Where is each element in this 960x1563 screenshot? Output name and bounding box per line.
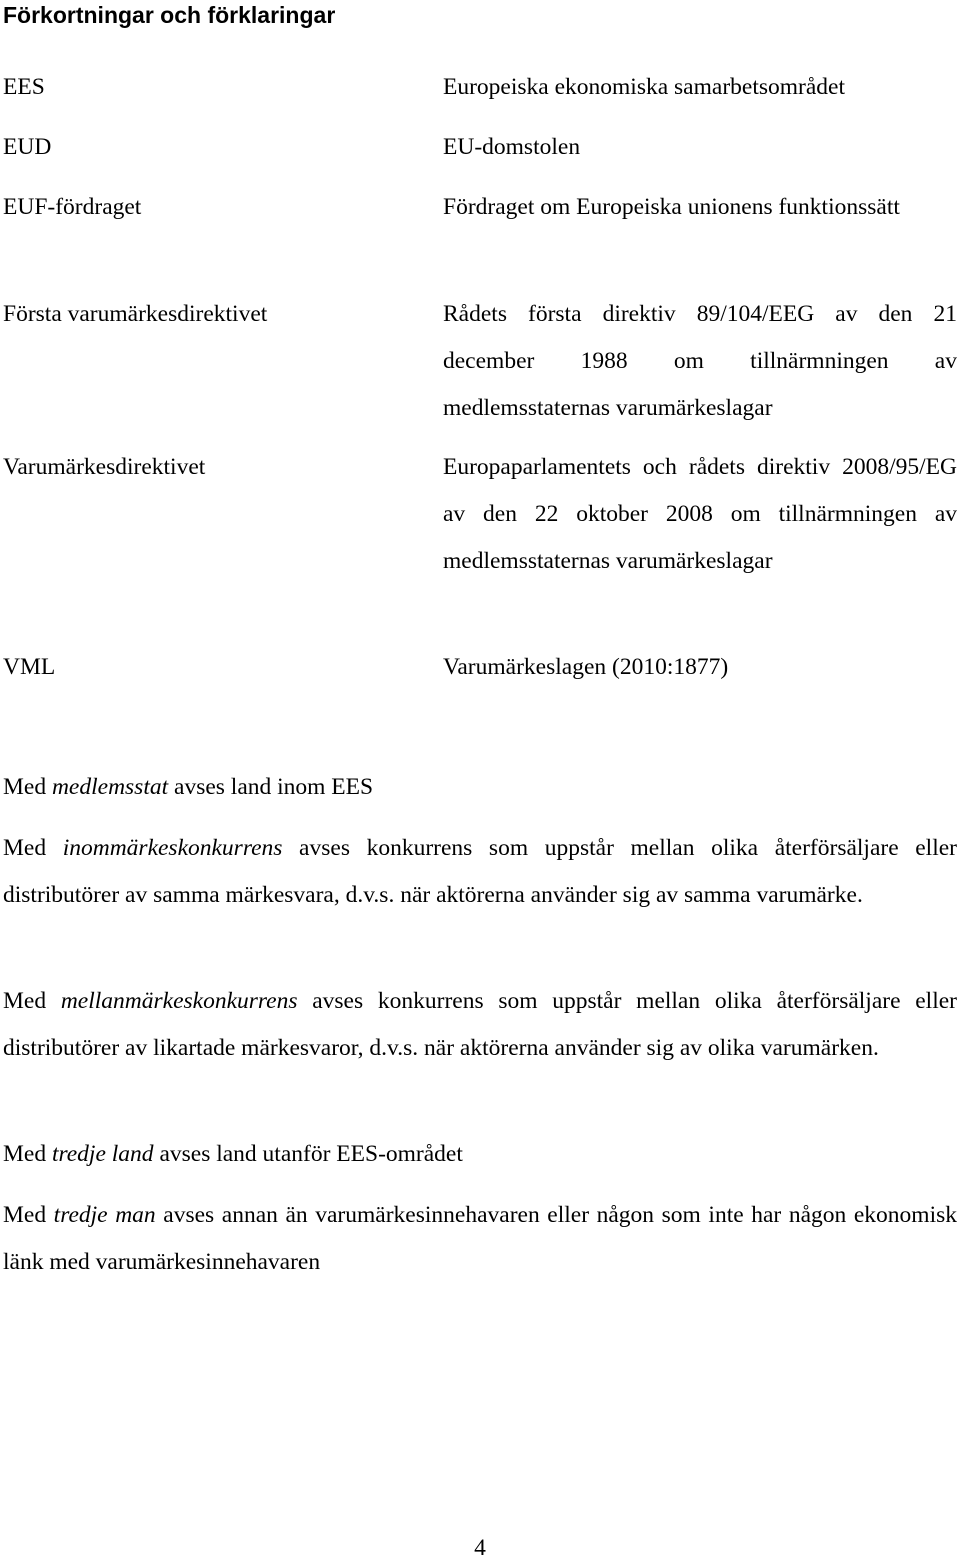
definition-paragraph (3, 1192, 957, 1286)
abbreviation-definition: Europaparlamentets och rådets direktiv 2008/95/EG av den 22 oktober 2008 om tillnärmningen av medlemsstaternas varumärkeslagar (443, 454, 957, 574)
definition-term: medlemsstat (51, 774, 169, 800)
definition-term: inommärkeskonkurrens (62, 835, 283, 861)
definition-term: mellanmärkeskonkurrens (60, 988, 298, 1014)
abbreviation-term: EES (3, 74, 45, 100)
section-heading: Förkortningar och förklaringar (3, 2, 336, 28)
abbreviation-definition: EU-domstolen (443, 134, 581, 160)
definition-prefix: Med (3, 774, 52, 800)
definition-paragraph (3, 825, 957, 919)
abbreviation-definition: Europeiska ekonomiska samarbetsområdet (443, 74, 845, 100)
definition-prefix: Med (3, 1141, 52, 1167)
definition-paragraph (3, 1131, 957, 1178)
definition-text: avses konkurrens som uppstår mellan olika återförsäljare eller distributörer av likartade märkesvaror, d.v.s. när aktörerna använder sig av olika varumärken. (3, 988, 957, 1061)
definition-prefix: Med (3, 835, 63, 861)
abbreviation-term: EUD (3, 134, 52, 160)
definition-paragraph (3, 978, 957, 1072)
abbreviation-definition: Fördraget om Europeiska unionens funktionssätt (443, 194, 900, 220)
abbreviation-term: VML (3, 654, 56, 680)
definition-prefix: Med (3, 1202, 54, 1228)
definition-text: avses land inom EES (168, 774, 374, 800)
abbreviation-definition: Varumärkeslagen (2010:1877) (443, 654, 729, 680)
definition-text: avses land utanför EES-området (153, 1141, 463, 1167)
definition-term: tredje land (51, 1141, 154, 1167)
abbreviation-term: Första varumärkesdirektivet (3, 301, 268, 327)
definition-prefix: Med (3, 988, 61, 1014)
definition-text: avses annan än varumärkesinnehavaren eller någon som inte har någon ekonomisk länk med varumärkesinnehavaren (3, 1202, 957, 1275)
definition-paragraph (3, 764, 957, 811)
definition-text: avses konkurrens som uppstår mellan olika återförsäljare eller distributörer av samma märkesvara, d.v.s. när aktörerna använder sig av samma varumärke. (3, 835, 957, 908)
page-number: 4 (474, 1535, 486, 1561)
abbreviation-term: EUF-fördraget (3, 194, 142, 220)
definition-term: tredje man (53, 1202, 156, 1228)
abbreviation-definition: Rådets första direktiv 89/104/EEG av den 21 december 1988 om tillnärmningen av medlemsstaternas varumärkeslagar (443, 301, 957, 421)
abbreviation-term: Varumärkesdirektivet (3, 454, 206, 480)
